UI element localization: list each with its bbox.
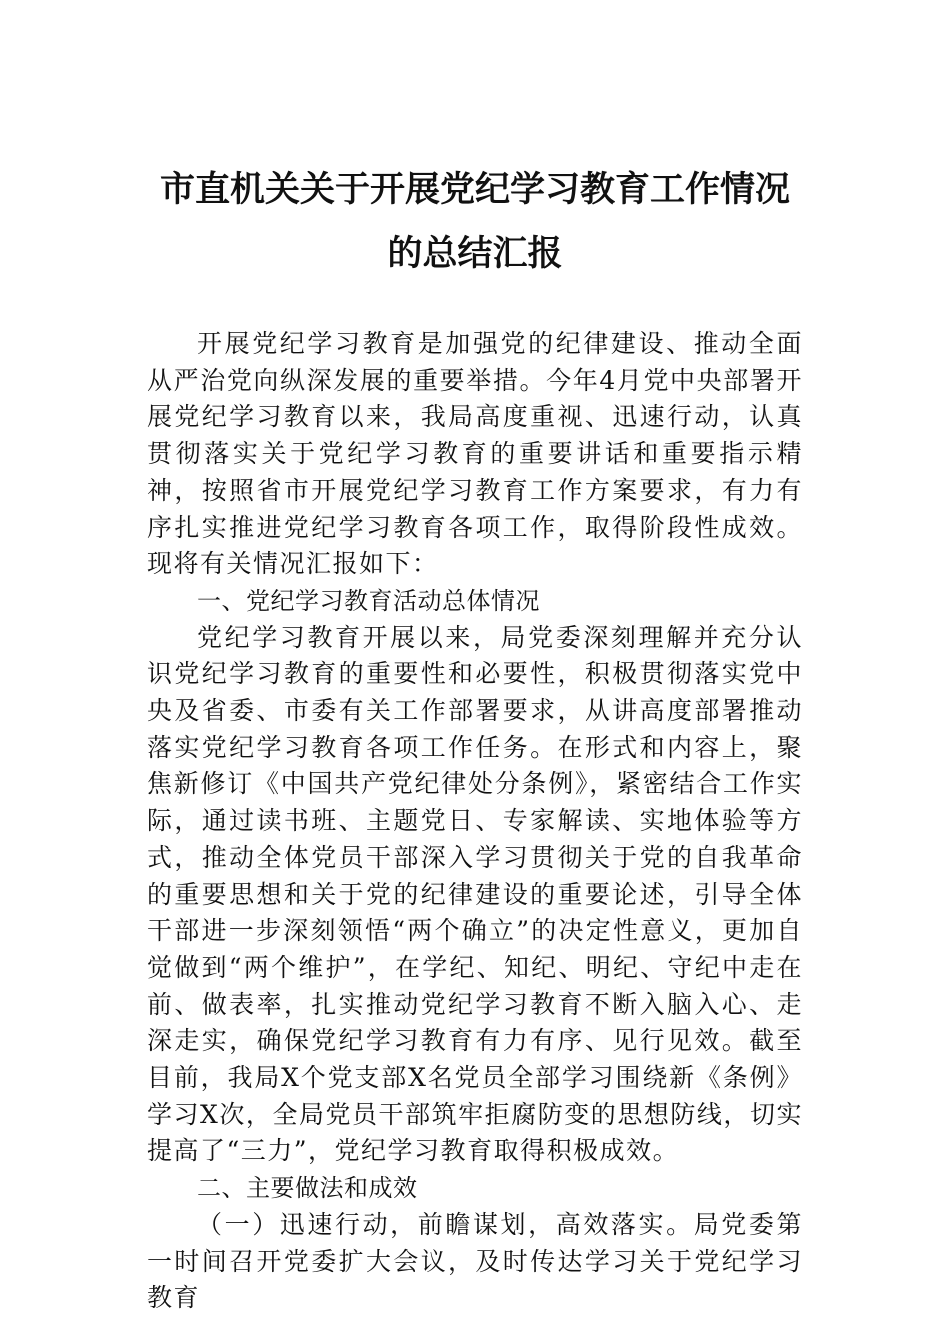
title-line-2: 的总结汇报 (387, 233, 563, 274)
section-1-paragraph: 党纪学习教育开展以来，局党委深刻理解并充分认识党纪学习教育的重要性和必要性，积极贯彻落实党中央及省委、市委有关工作部署要求，从讲高度部署推动落实党纪学习教育各项工作任务。在形式和内容上，聚焦新修订《中国共产党纪律处分条例》，紧密结合工作实际，通过读书班、主题党日、专家解读、实地体验等方式，推动全体党员干部深入学习贯彻关于党的自我革命的重要思想和关于党的纪律建设的重要论述，引导全体干部进一步深刻领悟“两个确立”的决定性意义，更加自觉做到“两个维护”，在学纪、知纪、明纪、守纪中走在前、做表率，扎实推动党纪学习教育不断入脑入心、走深走实，确保党纪学习教育有力有序、见行见效。截至目前，我局X个党支部X名党员全部学习围绕新《条例》学习X次，全局党员干部筑牢拒腐防变的思想防线，切实提高了“三力”，党纪学习教育取得积极成效。 (147, 622, 803, 1166)
document-body (147, 326, 803, 1317)
document-title (120, 158, 830, 286)
section-2-heading: 二、主要做法和成效 (197, 1174, 418, 1203)
title-line-1: 市直机关关于开展党纪学习教育工作情况 (159, 169, 790, 210)
section-2-paragraph: （一）迅速行动，前瞻谋划，高效落实。局党委第一时间召开党委扩大会议，及时传达学习关于党纪学习教育 (147, 1209, 803, 1313)
intro-paragraph: 开展党纪学习教育是加强党的纪律建设、推动全面从严治党向纵深发展的重要举措。今年4月党中央部署开展党纪学习教育以来，我局高度重视、迅速行动，认真贯彻落实关于党纪学习教育的重要讲话和重要指示精神，按照省市开展党纪学习教育工作方案要求，有力有序扎实推进党纪学习教育各项工作，取得阶段性成效。现将有关情况汇报如下： (147, 329, 803, 579)
section-1-heading: 一、党纪学习教育活动总体情况 (197, 586, 540, 615)
